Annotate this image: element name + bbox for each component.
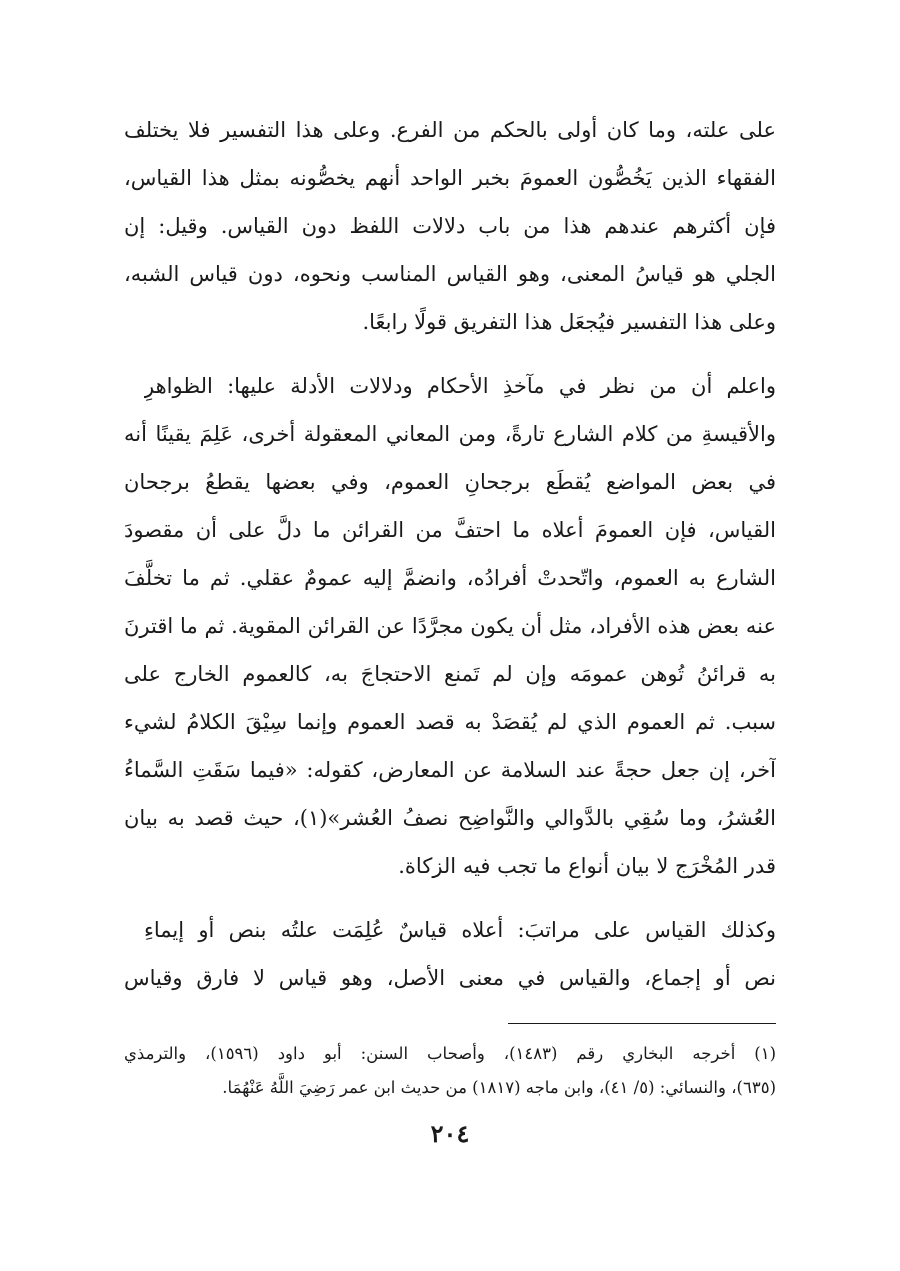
text-line: به قرائنُ تُوهن عمومَه وإن لم تَمنع الاحتجاجَ به، كالعموم الخارج على bbox=[124, 662, 776, 686]
text-line: العُشرُ، وما سُقِي بالدَّوالي والنَّواضِح نصفُ العُشر»(١)، حيث قصد به بيان bbox=[124, 806, 776, 830]
footnote-line: (١) أخرجه البخاري رقم (١٤٨٣)، وأصحاب السنن: أبو داود (١٥٩٦)، والترمذي bbox=[124, 1044, 776, 1063]
text-line: الفقهاء الذين يَخُصُّون العمومَ بخبر الواحد أنهم يخصُّونه بمثل هذا القياس، bbox=[124, 166, 776, 190]
text-line: قدر المُخْرَج لا بيان أنواع ما تجب فيه الزكاة. bbox=[398, 854, 776, 878]
text-line: وكذلك القياس على مراتبَ: أعلاه قياسٌ عُلِمَت علتُه بنص أو إيماءِ bbox=[144, 918, 776, 942]
text-line: آخر، إن جعل حجةً عند السلامة عن المعارض، كقوله: «فيما سَقَتِ السَّماءُ bbox=[124, 758, 776, 782]
footnote-separator bbox=[508, 1023, 776, 1024]
text-line: فإن أكثرهم عندهم هذا من باب دلالات اللفظ دون القياس. وقيل: إن bbox=[124, 214, 776, 238]
text-line: الجلي هو قياسُ المعنى، وهو القياس المناسب ونحوه، دون قياس الشبه، bbox=[124, 262, 776, 286]
text-line: سبب. ثم العموم الذي لم يُقصَدْ به قصد العموم وإنما سِيْقَ الكلامُ لشيء bbox=[124, 710, 776, 734]
text-line: القياس، فإن العمومَ أعلاه ما احتفَّ من القرائن ما دلَّ على أن مقصودَ bbox=[124, 518, 776, 542]
text-line: نص أو إجماع، والقياس في معنى الأصل، وهو قياس لا فارق وقياس bbox=[124, 966, 776, 990]
text-line: عنه بعض هذه الأفراد، مثل أن يكون مجرَّدًا عن القرائن المقوية. ثم ما اقترنَ bbox=[124, 614, 776, 638]
text-line: الشارع به العموم، واتّحدتْ أفرادُه، وانضمَّ إليه عمومٌ عقلي. ثم ما تخلَّفَ bbox=[124, 566, 776, 590]
footnote-line: (٦٣٥)، والنسائي: (٥/ ٤١)، وابن ماجه (١٨١٧) من حديث ابن عمر رَضِيَ اللَّهُ عَنْهُمَا. bbox=[222, 1078, 776, 1097]
text-line: على علته، وما كان أولى بالحكم من الفرع. وعلى هذا التفسير فلا يختلف bbox=[124, 118, 776, 142]
text-line: واعلم أن من نظر في مآخذِ الأحكام ودلالات الأدلة عليها: الظواهرِ bbox=[144, 374, 776, 398]
page-number: ٢٠٤ bbox=[430, 1119, 470, 1148]
text-line: وعلى هذا التفسير فيُجعَل هذا التفريق قولًا رابعًا. bbox=[362, 310, 776, 334]
text-line: والأقيسةِ من كلام الشارع تارةً، ومن المعاني المعقولة أخرى، عَلِمَ يقينًا أنه bbox=[124, 422, 776, 446]
text-line: في بعض المواضع يُقطَع برجحانِ العموم، وفي بعضها يقطعُ برجحان bbox=[124, 470, 776, 494]
